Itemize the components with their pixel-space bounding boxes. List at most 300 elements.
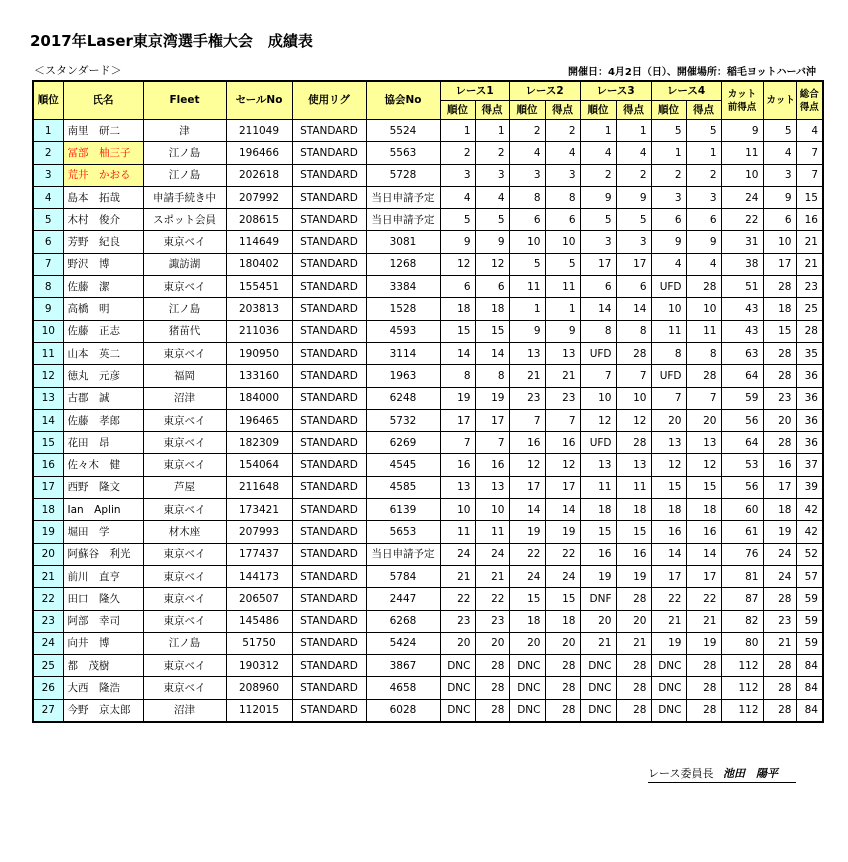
name-cell: 西野 隆文 [63,476,143,498]
race4-points-cell: 15 [686,476,721,498]
before-cut-cell: 43 [721,298,763,320]
race2-points-cell: 11 [545,276,580,298]
col-header-race2-points: 得点 [545,101,580,120]
name-cell: Ian Aplin [63,499,143,521]
table-row [33,521,823,543]
name-cell: 佐藤 孝郎 [63,409,143,431]
total-cell: 35 [796,342,823,364]
race2-position-cell: 9 [509,320,545,342]
fleet-cell: 材木座 [143,521,226,543]
name-cell: 冨部 柚三子 [63,142,143,164]
race2-position-cell: 14 [509,499,545,521]
sail-no-cell: 155451 [226,276,292,298]
rank-cell: 24 [33,632,63,654]
race1-points-cell: 13 [475,476,509,498]
name-cell: 徳丸 元彦 [63,365,143,387]
race1-points-cell: 5 [475,209,509,231]
race1-points-cell: 3 [475,164,509,186]
race4-points-cell: 28 [686,365,721,387]
race1-position-cell: 19 [440,387,475,409]
assoc-no-cell: 5784 [366,565,440,587]
sail-no-cell: 208960 [226,677,292,699]
before-cut-cell: 76 [721,543,763,565]
race3-position-cell: 1 [580,120,616,142]
race2-position-cell: 11 [509,276,545,298]
fleet-cell: 沼津 [143,387,226,409]
rank-cell: 25 [33,655,63,677]
table-row [33,320,823,342]
sail-no-cell: 144173 [226,565,292,587]
name-cell: 荒井 かおる [63,164,143,186]
race3-points-cell: 28 [616,677,651,699]
race4-position-cell: 1 [651,142,686,164]
race1-position-cell: 10 [440,499,475,521]
race3-position-cell: 8 [580,320,616,342]
assoc-no-cell: 当日申請予定 [366,209,440,231]
race4-position-cell: 5 [651,120,686,142]
cut-cell: 3 [763,164,796,186]
col-header-race3: レース3 [580,81,651,101]
fleet-cell: 江ノ島 [143,632,226,654]
col-header-race1: レース1 [440,81,509,101]
race3-position-cell: 12 [580,409,616,431]
race3-points-cell: 2 [616,164,651,186]
race1-position-cell: 1 [440,120,475,142]
rank-cell: 27 [33,699,63,722]
results-body [33,120,823,723]
race2-position-cell: 24 [509,565,545,587]
before-cut-cell: 9 [721,120,763,142]
table-row [33,655,823,677]
rank-cell: 4 [33,186,63,208]
col-header-race3-position: 順位 [580,101,616,120]
race4-points-cell: 14 [686,543,721,565]
table-row [33,142,823,164]
rank-cell: 10 [33,320,63,342]
before-cut-cell: 112 [721,677,763,699]
race1-position-cell: 16 [440,454,475,476]
col-header-cut: カット [763,81,796,120]
sail-no-cell: 114649 [226,231,292,253]
race1-points-cell: 19 [475,387,509,409]
rank-cell: 12 [33,365,63,387]
cut-cell: 4 [763,142,796,164]
rank-cell: 11 [33,342,63,364]
rank-cell: 13 [33,387,63,409]
race2-position-cell: 23 [509,387,545,409]
race2-points-cell: 20 [545,632,580,654]
name-cell: 阿蘇谷 利光 [63,543,143,565]
race4-position-cell: 12 [651,454,686,476]
race4-position-cell: 21 [651,610,686,632]
fleet-cell: 東京ベイ [143,655,226,677]
race1-points-cell: 23 [475,610,509,632]
cut-cell: 10 [763,231,796,253]
total-cell: 4 [796,120,823,142]
before-cut-cell: 56 [721,409,763,431]
race4-position-cell: 11 [651,320,686,342]
race1-points-cell: 17 [475,409,509,431]
race4-position-cell: DNC [651,655,686,677]
name-cell: 野沢 博 [63,253,143,275]
name-cell: 大西 隆浩 [63,677,143,699]
race3-position-cell: 16 [580,543,616,565]
total-cell: 16 [796,209,823,231]
race2-points-cell: 15 [545,588,580,610]
before-cut-cell: 64 [721,432,763,454]
col-header-sail-no: セールNo [226,81,292,120]
cut-cell: 28 [763,432,796,454]
race3-points-cell: 8 [616,320,651,342]
race4-points-cell: 8 [686,342,721,364]
race2-position-cell: 1 [509,298,545,320]
fleet-cell: 東京ベイ [143,432,226,454]
assoc-no-cell: 6028 [366,699,440,722]
race4-points-cell: 2 [686,164,721,186]
race2-position-cell: 7 [509,409,545,431]
fleet-cell: 江ノ島 [143,164,226,186]
before-cut-cell: 43 [721,320,763,342]
rank-cell: 18 [33,499,63,521]
race4-points-cell: 12 [686,454,721,476]
fleet-cell: 江ノ島 [143,142,226,164]
rank-cell: 1 [33,120,63,142]
rank-cell: 2 [33,142,63,164]
rig-cell: STANDARD [292,120,366,142]
results-table [32,80,824,723]
race4-position-cell: 16 [651,521,686,543]
race3-points-cell: 3 [616,231,651,253]
total-cell: 15 [796,186,823,208]
assoc-no-cell: 3114 [366,342,440,364]
total-cell: 36 [796,432,823,454]
total-cell: 84 [796,699,823,722]
sail-no-cell: 51750 [226,632,292,654]
race2-points-cell: 5 [545,253,580,275]
rig-cell: STANDARD [292,454,366,476]
race2-points-cell: 28 [545,677,580,699]
race2-points-cell: 22 [545,543,580,565]
table-row [33,387,823,409]
total-cell: 36 [796,409,823,431]
rig-cell: STANDARD [292,521,366,543]
fleet-cell: 猪苗代 [143,320,226,342]
fleet-cell: スポット会員 [143,209,226,231]
race3-position-cell: DNC [580,655,616,677]
before-cut-cell: 60 [721,499,763,521]
race3-points-cell: 28 [616,655,651,677]
table-row [33,365,823,387]
cut-cell: 16 [763,454,796,476]
race1-points-cell: 14 [475,342,509,364]
rank-cell: 20 [33,543,63,565]
race1-points-cell: 6 [475,276,509,298]
race1-position-cell: 20 [440,632,475,654]
rank-cell: 7 [33,253,63,275]
race1-position-cell: 11 [440,521,475,543]
cut-cell: 28 [763,276,796,298]
total-cell: 36 [796,387,823,409]
race4-points-cell: 11 [686,320,721,342]
race2-points-cell: 16 [545,432,580,454]
race2-points-cell: 12 [545,454,580,476]
fleet-cell: 沼津 [143,699,226,722]
race4-position-cell: 14 [651,543,686,565]
rig-cell: STANDARD [292,209,366,231]
race1-points-cell: 10 [475,499,509,521]
before-cut-cell: 82 [721,610,763,632]
race4-position-cell: 6 [651,209,686,231]
race3-points-cell: 15 [616,521,651,543]
race3-position-cell: DNC [580,699,616,722]
rank-cell: 23 [33,610,63,632]
col-header-race4: レース4 [651,81,721,101]
race1-position-cell: 8 [440,365,475,387]
race4-position-cell: 22 [651,588,686,610]
rig-cell: STANDARD [292,186,366,208]
race1-position-cell: 15 [440,320,475,342]
total-cell: 42 [796,499,823,521]
category-label: ＜スタンダード＞ [34,64,122,77]
race4-position-cell: 18 [651,499,686,521]
fleet-cell: 東京ベイ [143,499,226,521]
race4-points-cell: 19 [686,632,721,654]
name-cell: 阿部 幸司 [63,610,143,632]
sail-no-cell: 190312 [226,655,292,677]
rig-cell: STANDARD [292,342,366,364]
race1-points-cell: 8 [475,365,509,387]
race3-points-cell: 20 [616,610,651,632]
assoc-no-cell: 4593 [366,320,440,342]
race4-points-cell: 16 [686,521,721,543]
cut-cell: 18 [763,499,796,521]
assoc-no-cell: 5424 [366,632,440,654]
race2-points-cell: 2 [545,120,580,142]
race1-position-cell: DNC [440,655,475,677]
before-cut-cell: 64 [721,365,763,387]
rig-cell: STANDARD [292,409,366,431]
cut-cell: 23 [763,387,796,409]
race4-position-cell: 20 [651,409,686,431]
race4-position-cell: 19 [651,632,686,654]
event-info: 開催日：4月2日（日）、開催場所：稲毛ヨットハーバ沖 [567,67,816,78]
table-row [33,499,823,521]
name-cell: 堀田 学 [63,521,143,543]
race2-points-cell: 21 [545,365,580,387]
race2-position-cell: 4 [509,142,545,164]
sail-no-cell: 180402 [226,253,292,275]
sail-no-cell: 182309 [226,432,292,454]
race3-position-cell: UFD [580,342,616,364]
table-row [33,186,823,208]
race4-points-cell: 6 [686,209,721,231]
race3-points-cell: 17 [616,253,651,275]
fleet-cell: 東京ベイ [143,565,226,587]
sail-no-cell: 208615 [226,209,292,231]
cut-cell: 9 [763,186,796,208]
rank-cell: 8 [33,276,63,298]
race2-position-cell: 15 [509,588,545,610]
table-row [33,209,823,231]
race1-points-cell: 28 [475,655,509,677]
race3-points-cell: 7 [616,365,651,387]
total-cell: 28 [796,320,823,342]
race2-position-cell: 8 [509,186,545,208]
race1-points-cell: 12 [475,253,509,275]
race2-points-cell: 17 [545,476,580,498]
sail-no-cell: 173421 [226,499,292,521]
race2-points-cell: 13 [545,342,580,364]
race4-points-cell: 10 [686,298,721,320]
race2-position-cell: 5 [509,253,545,275]
name-cell: 都 茂樹 [63,655,143,677]
col-header-race4-points: 得点 [686,101,721,120]
sail-no-cell: 211648 [226,476,292,498]
race2-points-cell: 19 [545,521,580,543]
total-cell: 59 [796,632,823,654]
race1-position-cell: DNC [440,699,475,722]
race2-points-cell: 14 [545,499,580,521]
table-row [33,231,823,253]
assoc-no-cell: 5524 [366,120,440,142]
sail-no-cell: 207992 [226,186,292,208]
sail-no-cell: 190950 [226,342,292,364]
assoc-no-cell: 当日申請予定 [366,186,440,208]
race4-points-cell: 22 [686,588,721,610]
before-cut-cell: 11 [721,142,763,164]
assoc-no-cell: 3384 [366,276,440,298]
race2-position-cell: 3 [509,164,545,186]
race2-position-cell: DNC [509,677,545,699]
race1-points-cell: 1 [475,120,509,142]
rig-cell: STANDARD [292,164,366,186]
table-row [33,409,823,431]
name-cell: 田口 隆久 [63,588,143,610]
race1-points-cell: 16 [475,454,509,476]
total-cell: 42 [796,521,823,543]
race1-position-cell: 23 [440,610,475,632]
race4-points-cell: 18 [686,499,721,521]
race3-position-cell: DNF [580,588,616,610]
race2-position-cell: 18 [509,610,545,632]
race4-points-cell: 1 [686,142,721,164]
rank-cell: 9 [33,298,63,320]
col-header-fleet: Fleet [143,81,226,120]
signature-name: 池田 陽平 [722,767,778,780]
race4-points-cell: 28 [686,655,721,677]
race1-points-cell: 11 [475,521,509,543]
cut-cell: 17 [763,476,796,498]
race1-points-cell: 22 [475,588,509,610]
race4-points-cell: 4 [686,253,721,275]
rig-cell: STANDARD [292,298,366,320]
fleet-cell: 申請手続き中 [143,186,226,208]
fleet-cell: 東京ベイ [143,409,226,431]
rig-cell: STANDARD [292,655,366,677]
race3-points-cell: 10 [616,387,651,409]
cut-cell: 5 [763,120,796,142]
cut-cell: 19 [763,521,796,543]
rank-cell: 21 [33,565,63,587]
race3-points-cell: 12 [616,409,651,431]
rank-cell: 19 [33,521,63,543]
race1-points-cell: 21 [475,565,509,587]
rank-cell: 6 [33,231,63,253]
sail-no-cell: 206507 [226,588,292,610]
race3-points-cell: 14 [616,298,651,320]
race4-points-cell: 28 [686,699,721,722]
assoc-no-cell: 3867 [366,655,440,677]
table-row [33,454,823,476]
before-cut-cell: 61 [721,521,763,543]
rig-cell: STANDARD [292,476,366,498]
rig-cell: STANDARD [292,432,366,454]
name-cell: 向井 博 [63,632,143,654]
cut-cell: 28 [763,342,796,364]
race1-position-cell: 3 [440,164,475,186]
cut-cell: 24 [763,565,796,587]
name-cell: 高橋 明 [63,298,143,320]
col-header-assoc-no: 協会No [366,81,440,120]
table-row [33,432,823,454]
name-cell: 今野 京太郎 [63,699,143,722]
race1-position-cell: 5 [440,209,475,231]
race4-points-cell: 7 [686,387,721,409]
rig-cell: STANDARD [292,276,366,298]
race2-position-cell: 10 [509,231,545,253]
rig-cell: STANDARD [292,588,366,610]
col-header-race4-position: 順位 [651,101,686,120]
race1-position-cell: 7 [440,432,475,454]
race1-position-cell: 4 [440,186,475,208]
name-cell: 芳野 紀良 [63,231,143,253]
assoc-no-cell: 1528 [366,298,440,320]
name-cell: 島本 拓哉 [63,186,143,208]
assoc-no-cell: 3081 [366,231,440,253]
race3-points-cell: 21 [616,632,651,654]
race4-position-cell: DNC [651,699,686,722]
race3-position-cell: DNC [580,677,616,699]
sail-no-cell: 202618 [226,164,292,186]
assoc-no-cell: 4658 [366,677,440,699]
sail-no-cell: 133160 [226,365,292,387]
race3-points-cell: 19 [616,565,651,587]
fleet-cell: 津 [143,120,226,142]
before-cut-cell: 22 [721,209,763,231]
cut-cell: 23 [763,610,796,632]
rig-cell: STANDARD [292,231,366,253]
col-header-rig: 使用リグ [292,81,366,120]
assoc-no-cell: 6139 [366,499,440,521]
race3-points-cell: 16 [616,543,651,565]
col-header-race1-points: 得点 [475,101,509,120]
race2-position-cell: 21 [509,365,545,387]
race2-points-cell: 23 [545,387,580,409]
total-cell: 7 [796,164,823,186]
cut-cell: 24 [763,543,796,565]
race4-points-cell: 20 [686,409,721,431]
race2-position-cell: 20 [509,632,545,654]
race1-position-cell: 13 [440,476,475,498]
sail-no-cell: 196465 [226,409,292,431]
race2-position-cell: 13 [509,342,545,364]
table-row [33,677,823,699]
race4-position-cell: 3 [651,186,686,208]
race3-points-cell: 28 [616,432,651,454]
race3-position-cell: 17 [580,253,616,275]
race3-points-cell: 28 [616,588,651,610]
total-cell: 84 [796,677,823,699]
